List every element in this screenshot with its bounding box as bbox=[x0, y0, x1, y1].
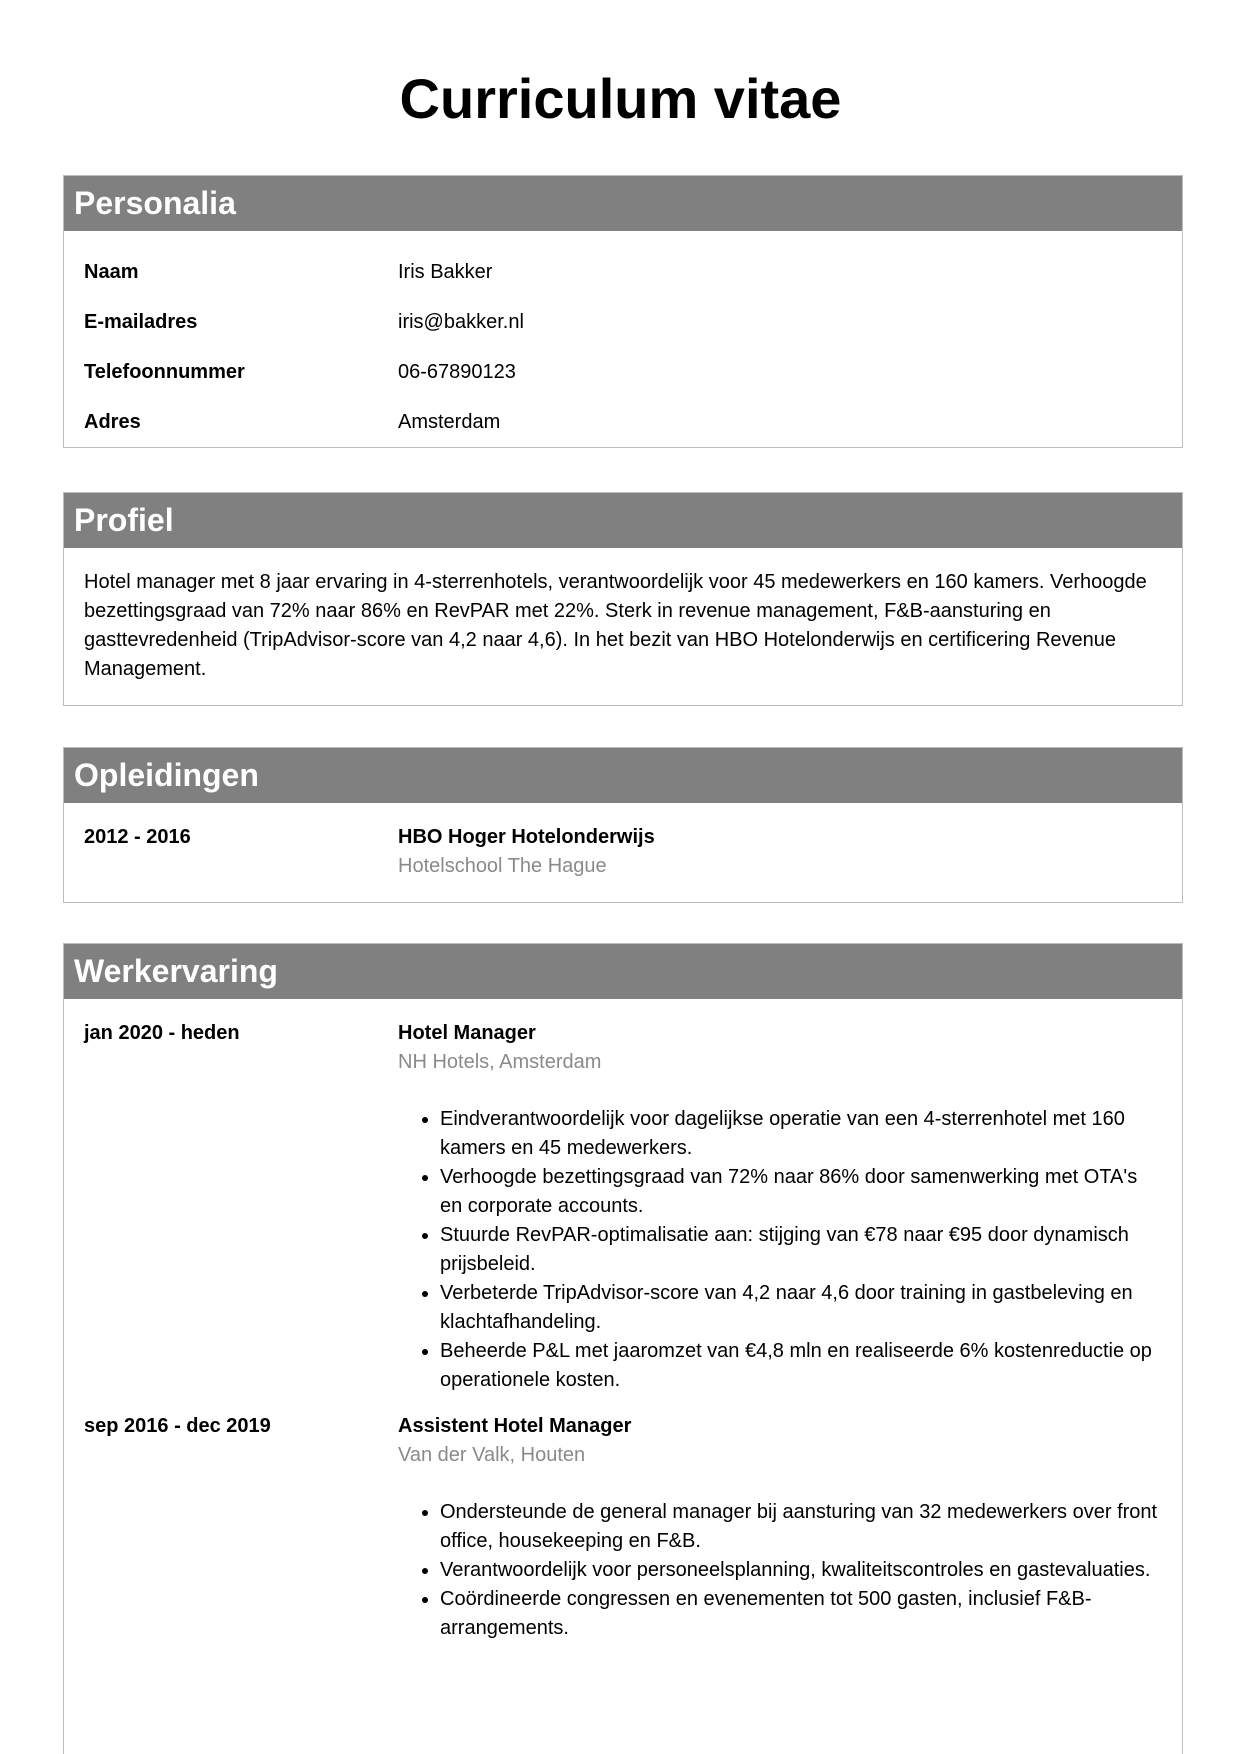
bullet-item: • Verantwoordelijk voor personeelsplanning, kwaliteitscontroles en gastevaluaties. bbox=[440, 1556, 1162, 1585]
personalia-row-naam bbox=[84, 260, 1162, 310]
entry-title: Assistent Hotel Manager bbox=[398, 1415, 632, 1437]
section-heading: Personalia bbox=[64, 176, 1182, 231]
bullet-item: • Verbeterde TripAdvisor-score van 4,2 naar 4,6 door training in gastbeleving en klachtafhandeling. bbox=[440, 1279, 1162, 1337]
entry-period: sep 2016 - dec 2019 bbox=[84, 1415, 271, 1437]
entry-organization: Hotelschool The Hague bbox=[398, 855, 607, 877]
bullet-item: • Ondersteunde de general manager bij aansturing van 32 medewerkers over front office, housekeeping en F&B. bbox=[440, 1498, 1162, 1556]
bullet-item: • Verhoogde bezettingsgraad van 72% naar 86% door samenwerking met OTA's en corporate accounts. bbox=[440, 1163, 1162, 1221]
bullet-item: • Beheerde P&L met jaaromzet van €4,8 mln en realiseerde 6% kostenreductie op operationele kosten. bbox=[440, 1337, 1162, 1395]
entry-organization: Van der Valk, Houten bbox=[398, 1444, 586, 1466]
personalia-row-adres bbox=[84, 410, 1162, 436]
entry-organization: NH Hotels, Amsterdam bbox=[398, 1051, 602, 1073]
field-value: Amsterdam bbox=[398, 411, 501, 433]
personalia-row-email bbox=[84, 310, 1162, 360]
section-werkervaring bbox=[63, 943, 1183, 1754]
section-opleidingen bbox=[63, 747, 1183, 903]
entry-bullets bbox=[398, 1498, 1162, 1643]
profile-text: Hotel manager met 8 jaar ervaring in 4-sterrenhotels, verantwoordelijk voor 45 medewerkers en 160 kamers. Verhoogde bezettingsgraad van 72% naar 86% en RevPAR met 22%. Sterk in revenue management, F&B-aansturing en gasttevredenheid (TripAdvisor-score van 4,2 naar 4,6). In het bezit van HBO Hotelonderwijs en certificering Revenue Management. bbox=[84, 571, 1147, 680]
work-entry bbox=[84, 1412, 1162, 1643]
entry-period: 2012 - 2016 bbox=[84, 826, 191, 848]
entry-bullets bbox=[398, 1105, 1162, 1395]
section-heading: Opleidingen bbox=[64, 748, 1182, 803]
entry-title: Hotel Manager bbox=[398, 1022, 536, 1044]
work-entry bbox=[84, 1019, 1162, 1395]
education-entry bbox=[84, 823, 1162, 881]
bullet-item: • Stuurde RevPAR-optimalisatie aan: stijging van €78 naar €95 door dynamisch prijsbeleid. bbox=[440, 1221, 1162, 1279]
entry-title: HBO Hoger Hotelonderwijs bbox=[398, 826, 655, 848]
field-label: Adres bbox=[84, 411, 141, 433]
field-value: Iris Bakker bbox=[398, 261, 493, 283]
section-profiel bbox=[63, 492, 1183, 706]
field-label: Telefoonnummer bbox=[84, 361, 245, 383]
field-label: E-mailadres bbox=[84, 311, 198, 333]
entry-period: jan 2020 - heden bbox=[84, 1022, 240, 1044]
section-heading: Profiel bbox=[64, 493, 1182, 548]
field-value: iris@bakker.nl bbox=[398, 311, 524, 333]
bullet-item: • Eindverantwoordelijk voor dagelijkse operatie van een 4-sterrenhotel met 160 kamers en 45 medewerkers. bbox=[440, 1105, 1162, 1163]
field-value: 06-67890123 bbox=[398, 361, 516, 383]
bullet-item: • Coördineerde congressen en evenementen tot 500 gasten, inclusief F&B-arrangements. bbox=[440, 1585, 1162, 1643]
personalia-row-telefoon bbox=[84, 360, 1162, 410]
section-heading: Werkervaring bbox=[64, 944, 1182, 999]
field-label: Naam bbox=[84, 261, 139, 283]
section-personalia bbox=[63, 175, 1183, 448]
document-title: Curriculum vitae bbox=[399, 67, 842, 130]
